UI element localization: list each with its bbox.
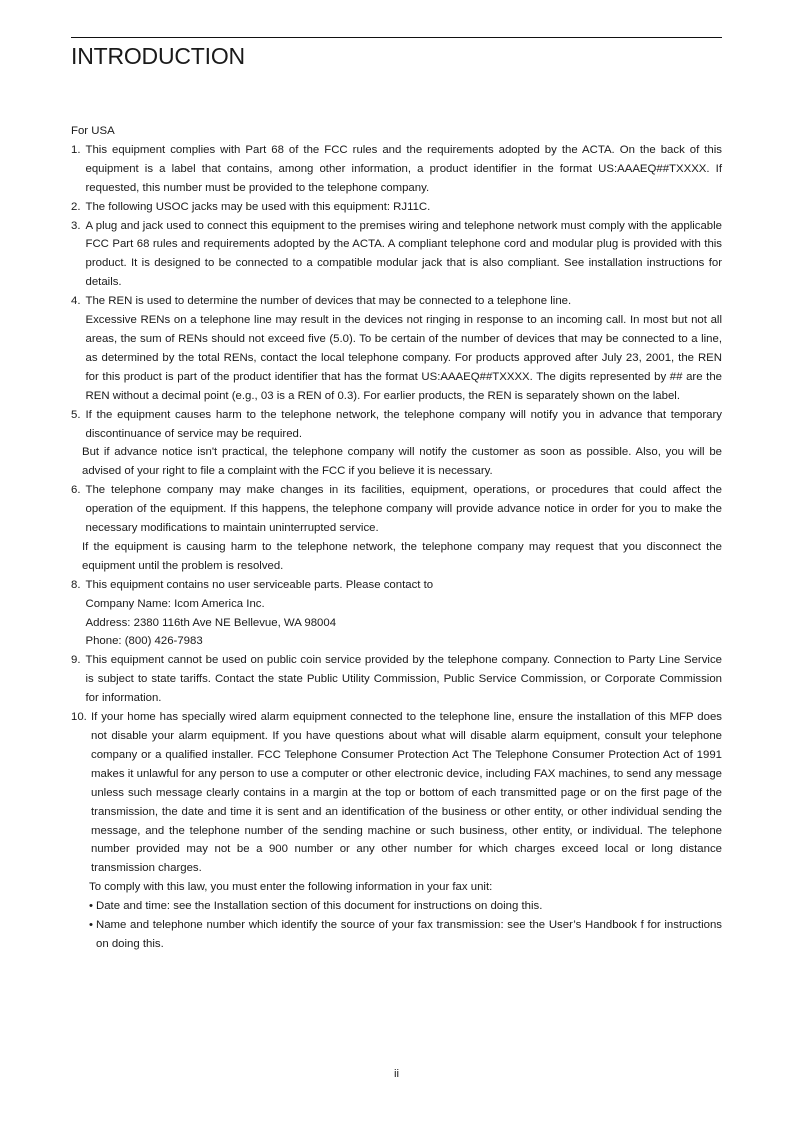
item-text: The telephone company may make changes in its facilities, equipment, operations, or procedures that could affect the operation of the equipment. If this happens, the telephone company will provide advance notice in order for you to make the necessary modifications to maintain uninterrupted service. <box>85 484 722 535</box>
item-text: The following USOC jacks may be used with this equipment: RJ11C. <box>85 200 431 213</box>
list-item-3 <box>71 217 722 293</box>
company-phone: Phone: (800) 426-7983 <box>85 635 203 648</box>
item-continuation: But if advance notice isn't practical, the telephone company will notify the customer as soon as possible. Also, you will be advised of your right to file a complaint with the FCC if you believe it is necessary. <box>82 446 722 478</box>
item-number: 5. <box>71 408 81 421</box>
item-number: 10. <box>71 711 87 724</box>
company-name: Company Name: Icom America Inc. <box>85 597 265 610</box>
item-text: This equipment complies with Part 68 of the FCC rules and the requirements adopted by the ACTA. On the back of this equipment is a label that contains, among other information, a product identifier in the format US:AAAEQ##TXXXX. If requested, this number must be provided to the telephone company. <box>85 143 722 194</box>
item-continuation: If the equipment is causing harm to the telephone network, the telephone company may request that you disconnect the equipment until the problem is resolved. <box>82 540 722 572</box>
item-number: 8. <box>71 578 81 591</box>
list-item-6 <box>71 481 722 538</box>
bullet-item <box>71 897 722 916</box>
list-item-1 <box>71 141 722 198</box>
item-number: 4. <box>71 295 81 308</box>
item-text: The REN is used to determine the number of devices that may be connected to a telephone line. <box>85 295 572 308</box>
item-text: A plug and jack used to connect this equipment to the premises wiring and telephone network must comply with the applicable FCC Part 68 rules and requirements adopted by the ACTA. A compliant telephone cord and modular plug is provided with this product. It is designed to be connected to a compatible modular jack that is also compliant. See installation instructions for details. <box>85 219 722 289</box>
bullet-item <box>71 916 722 954</box>
list-item-4 <box>71 292 722 311</box>
page-title: INTRODUCTION <box>71 43 245 69</box>
item-continuation: Excessive RENs on a telephone line may result in the devices not ringing in response to an incoming call. In most but not all areas, the sum of RENs should not exceed five (5.0). To be certain of the number of devices that may be connected to a line, as determined by the total RENs, contact the local telephone company. For products approved after July 23, 2001, the REN for this product is part of the product identifier that has the format US:AAAEQ##TXXXX. The digits represented by ## are the REN without a decimal point (e.g., 03 is a REN of 0.3). For earlier products, the REN is separately shown on the label. <box>85 314 722 402</box>
company-address: Address: 2380 116th Ave NE Bellevue, WA 98004 <box>85 616 337 629</box>
page-number: ii <box>393 1068 400 1080</box>
header-rule <box>71 37 722 38</box>
item-text: If your home has specially wired alarm equipment connected to the telephone line, ensure the installation of this MFP does not disable your alarm equipment. If you have questions about what will disable alarm equipment, consult your telephone company or a qualified installer. FCC Telephone Consumer Protection Act The Telephone Consumer Protection Act of 1991 makes it unlawful for any person to use a computer or other electronic device, including FAX machines, to send any message unless such message clearly contains in a margin at the top or bottom of each transmitted page or on the first page of the transmission, the date and time it is sent and an identification of the business or other entity, or other individual sending the message, and the telephone number of the sending machine or such business, other entity, or individual. The telephone number provided may not be a 900 number or any other number for which charges exceed local or long distance transmission charges. <box>91 711 722 875</box>
list-item-9 <box>71 651 722 708</box>
item-text: This equipment cannot be used on public coin service provided by the telephone company. Connection to Party Line Service is subject to state tariffs. Contact the state Public Utility Commission, Public Service Commission, or Corporate Commission for information. <box>85 654 722 705</box>
item-number: 9. <box>71 654 81 667</box>
item-text: This equipment contains no user serviceable parts. Please contact to <box>85 578 434 591</box>
list-item-5 <box>71 406 722 444</box>
item-number: 6. <box>71 484 81 497</box>
bullet-text: Name and telephone number which identify the source of your fax transmission: see the User’s Handbook f for instructions on doing this. <box>96 919 722 950</box>
bullet-glyph: • <box>89 900 93 913</box>
item-number: 1. <box>71 143 81 156</box>
item-text: If the equipment causes harm to the telephone network, the telephone company will notify you in advance that temporary discontinuance of service may be required. <box>85 408 722 440</box>
bullet-text: Date and time: see the Installation section of this document for instructions on doing this. <box>96 900 543 913</box>
item-number: 2. <box>71 200 81 213</box>
section-label: For USA <box>71 125 115 137</box>
item-number: 3. <box>71 219 81 232</box>
list-item-8 <box>71 576 722 595</box>
list-item-2 <box>71 198 722 217</box>
document-body <box>71 122 722 954</box>
bullet-glyph: • <box>89 919 93 932</box>
item-continuation: To comply with this law, you must enter the following information in your fax unit: <box>89 881 493 894</box>
list-item-10 <box>71 708 722 878</box>
